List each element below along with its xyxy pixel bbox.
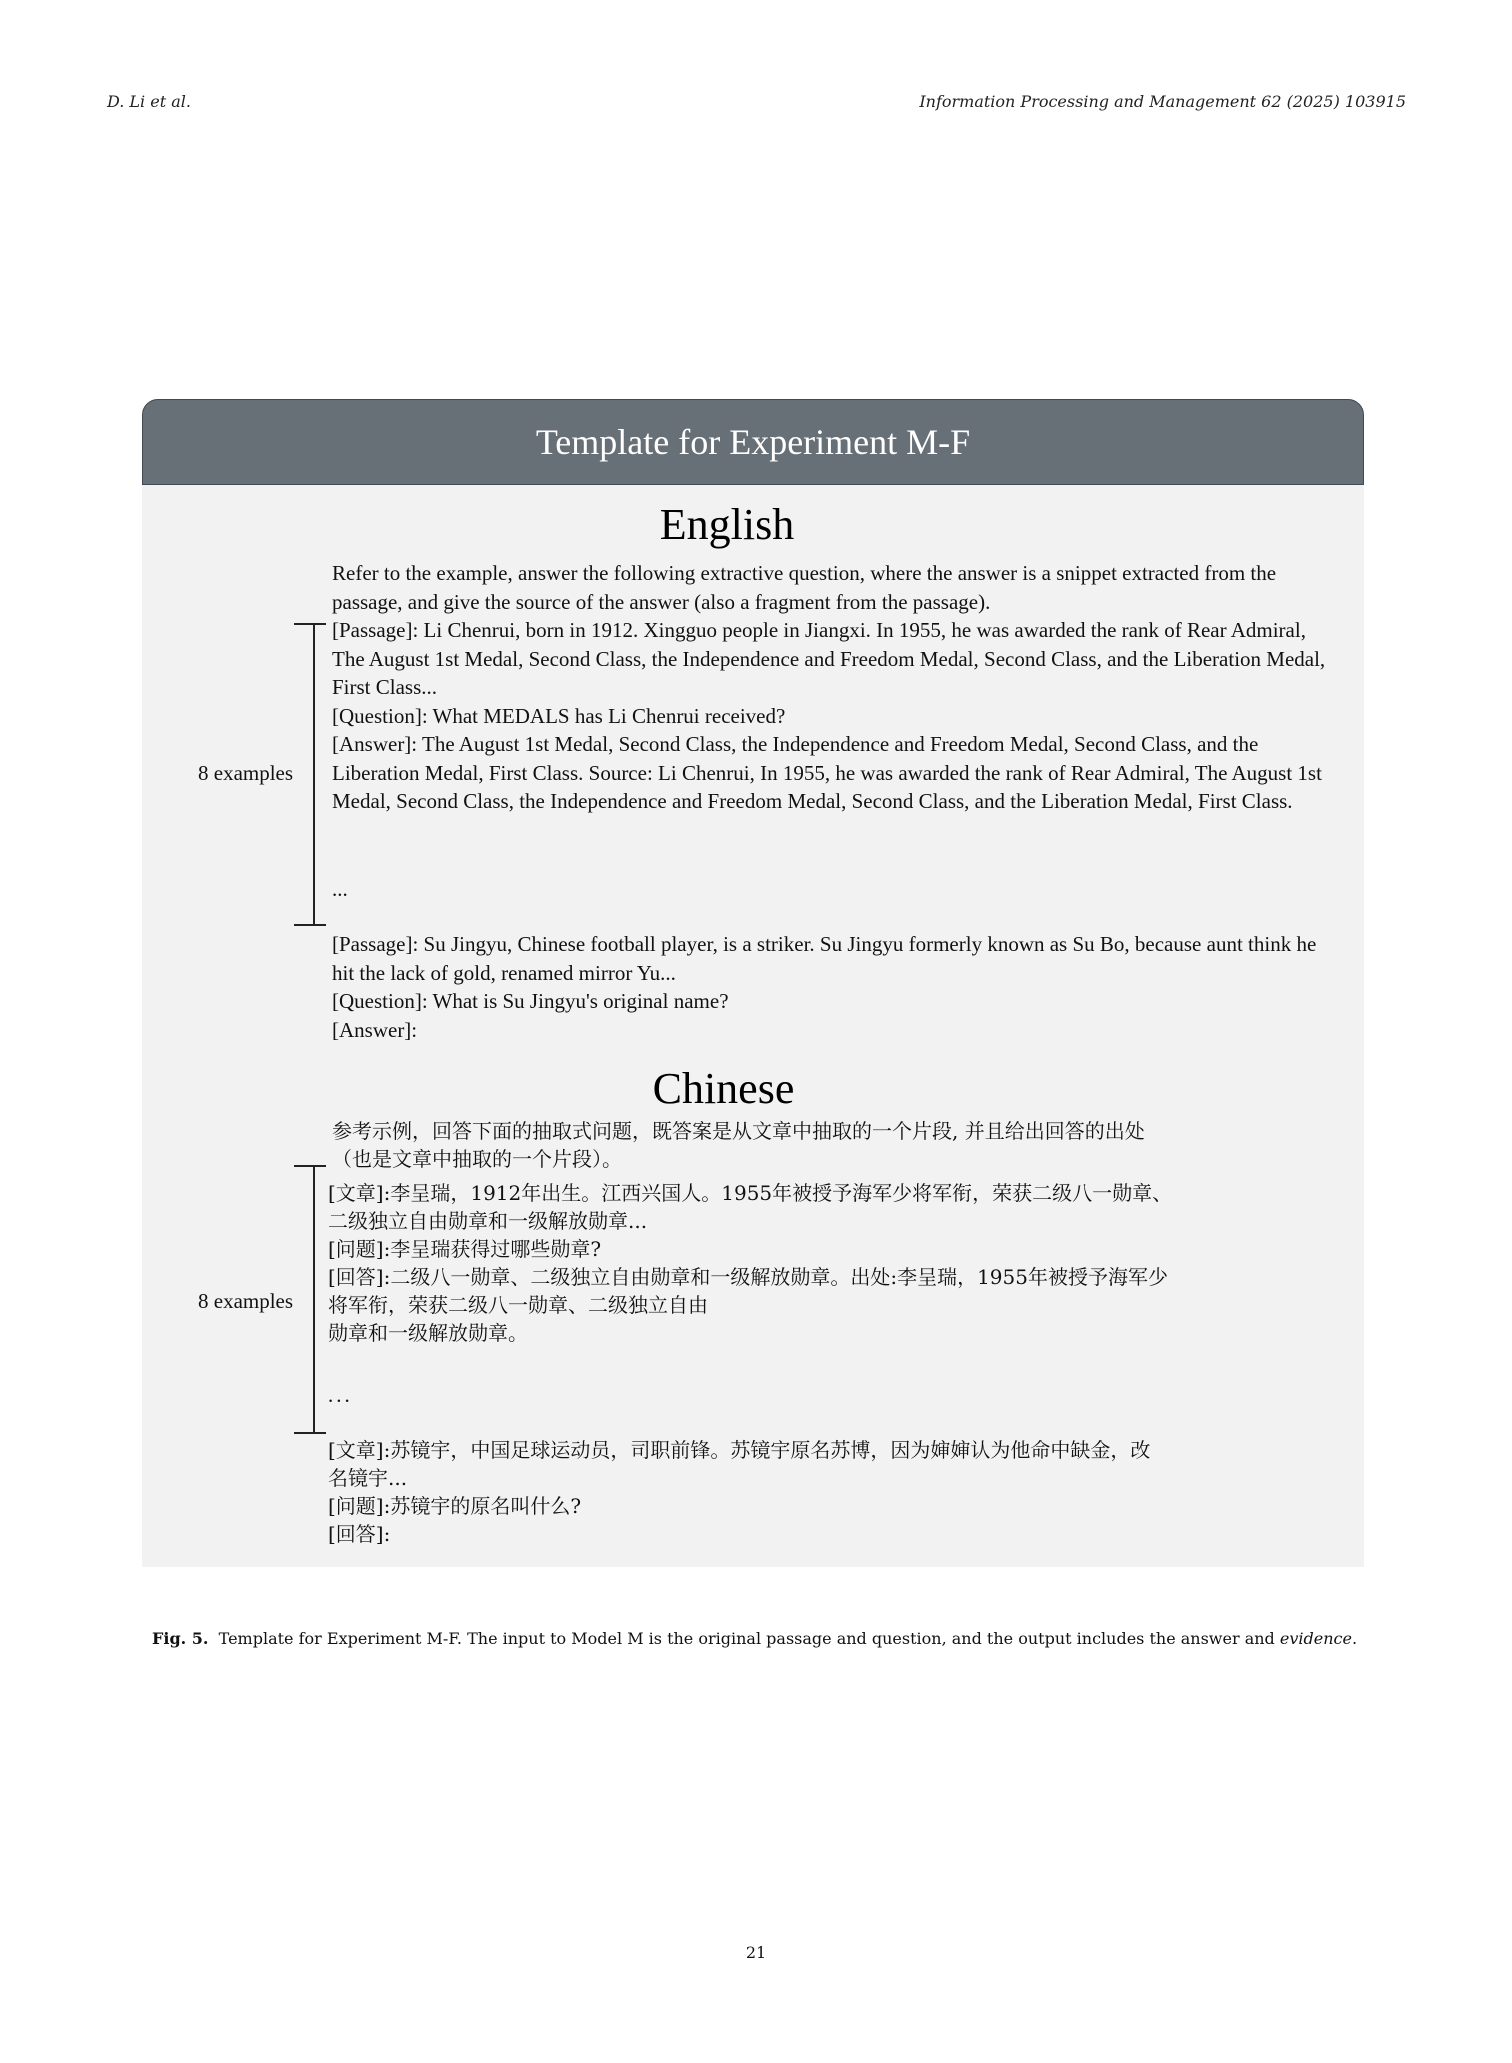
english-section-title: English [659, 500, 795, 549]
chinese-ellipsis: ... [328, 1383, 353, 1407]
page-number: 21 [745, 1943, 767, 1962]
english-examples-label: 8 examples [198, 761, 294, 785]
running-head-journal: Information Processing and Management 62 (2025) 103915 [919, 92, 1406, 111]
english-query-answer: [Answer]: [332, 1017, 418, 1042]
english-example-question: [Question]: What MEDALS has Li Chenrui received? [332, 703, 786, 728]
figure-header-title: Template for Experiment M-F [142, 399, 1364, 485]
caption-end: . [1351, 1629, 1358, 1648]
chinese-section-title: Chinese [652, 1064, 795, 1113]
english-example-passage: [Passage]: Li Chenrui, born in 1912. Xingguo people in Jiangxi. In 1955, he was awarded the rank of Rear Admiral, The August 1st Medal, Second Class, the Independence and Freedom Medal, Second Class, and the Liberation Medal, First Class... [332, 618, 1326, 699]
english-query-block [332, 930, 1332, 1044]
english-example-block [332, 616, 1332, 816]
chinese-instruction: 参考示例，回答下面的抽取式问题，既答案是从文章中抽取的一个片段, 并且给出回答的出处 （也是文章中抽取的一个片段）。 [332, 1119, 1145, 1171]
figure-caption [152, 1629, 1357, 1648]
english-instruction: Refer to the example, answer the following extractive question, where the answer is a snippet extracted from the passage, and give the source of the answer (also a fragment from the passage). [332, 561, 1277, 614]
caption-label: Fig. 5. [152, 1629, 209, 1648]
caption-italic: evidence [1279, 1629, 1352, 1648]
chinese-query-block: [文章]:苏镜宇，中国足球运动员，司职前锋。苏镜宇原名苏博，因为婶婶认为他命中缺金，改 名镜宇... [问题]:苏镜宇的原名叫什么? [回答]: [328, 1438, 1151, 1546]
chinese-example-block: [文章]:李呈瑞，1912年出生。江西兴国人。1955年被授予海军少将军衔，荣获二级八一勋章、 二级独立自由勋章和一级解放勋章... [问题]:李呈瑞获得过哪些勋章? [回答]:二级八一勋章、二级独立自由勋章和一级解放勋章。出处:李呈瑞，1955年被授予海军少 将军衔，荣获二级八一勋章、二级独立自由 勋章和一级解放勋章。 [328, 1181, 1173, 1345]
english-ellipsis: ... [332, 877, 348, 901]
english-examples-bracket [294, 623, 326, 926]
running-head-author: D. Li et al. [107, 92, 191, 111]
caption-text: Template for Experiment M-F. The input to Model M is the original passage and question, and the output includes the answer and [218, 1629, 1280, 1648]
template-figure [142, 399, 1364, 1567]
chinese-examples-bracket [294, 1165, 326, 1434]
english-example-answer: [Answer]: The August 1st Medal, Second Class, the Independence and Freedom Medal, Second Class, and the Liberation Medal, First Class. Source: Li Chenrui, In 1955, he was awarded the rank of Rear Admiral, The August 1st Medal, Second Class, the Independence and Freedom Medal, Second Class, and the Liberation Medal, First Class. [332, 732, 1322, 813]
english-query-passage: [Passage]: Su Jingyu, Chinese football player, is a striker. Su Jingyu formerly known as Su Bo, because aunt think he hit the lack of gold, renamed mirror Yu... [332, 932, 1317, 985]
chinese-examples-label: 8 examples [198, 1289, 294, 1313]
english-query-question: [Question]: What is Su Jingyu's original name? [332, 989, 729, 1013]
